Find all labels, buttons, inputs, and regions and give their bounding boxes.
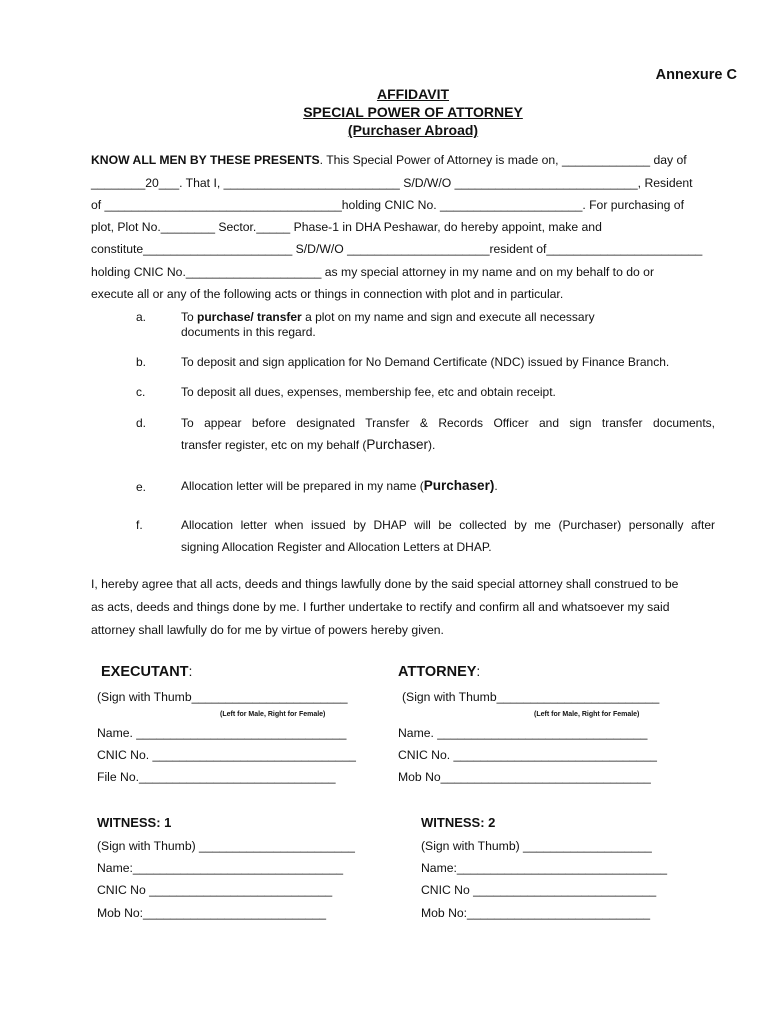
intro-lead: KNOW ALL MEN BY THESE PRESENTS <box>91 153 320 167</box>
executant-cnic-field: CNIC No. ______________________________ <box>97 748 356 762</box>
title-special-power-of-attorney: SPECIAL POWER OF ATTORNEY <box>303 104 523 120</box>
agreement-line-3: attorney shall lawfully do for me by virtue of powers hereby given. <box>91 623 444 637</box>
executant-sign-field: (Sign with Thumb_______________________ <box>97 690 348 704</box>
item-e-bold: Purchaser) <box>423 478 495 493</box>
intro-line-1-rest: . This Special Power of Attorney is made on, _____________ day of <box>319 153 687 167</box>
item-a-post: a plot on my name and sign and execute all necessary <box>301 310 595 324</box>
intro-line-7: execute all or any of the following acts or things in connection with plot and in particular. <box>91 287 564 301</box>
witness-1-heading: WITNESS: 1 <box>97 815 172 830</box>
attorney-cnic-field: CNIC No. ______________________________ <box>398 748 657 762</box>
item-b-text: To deposit and sign application for No Demand Certificate (NDC) issued by Finance Branch. <box>181 355 670 369</box>
intro-line-6: holding CNIC No.____________________ as my special attorney in my name and on my behalf to do or <box>91 265 655 279</box>
executant-file-field: File No._____________________________ <box>97 770 336 784</box>
executant-heading <box>101 663 192 681</box>
attorney-name-field: Name. _______________________________ <box>398 726 648 740</box>
executant-colon: : <box>188 663 193 679</box>
witness-2-sign-field: (Sign with Thumb) ___________________ <box>421 839 652 853</box>
agreement-line-1: I, hereby agree that all acts, deeds and things lawfully done by the said special attorney shall construed to be <box>91 577 679 591</box>
attorney-colon: : <box>476 663 481 679</box>
witness-2-cnic-field: CNIC No ___________________________ <box>421 883 657 897</box>
item-a-bold: purchase/ transfer <box>197 310 302 324</box>
executant-thumb-hint: (Left for Male, Right for Female) <box>220 711 326 718</box>
witness-2-mob-field: Mob No:___________________________ <box>421 906 651 920</box>
item-f-letter: f. <box>136 518 143 532</box>
title-affidavit: AFFIDAVIT <box>376 86 450 102</box>
item-b-letter: b. <box>136 355 147 369</box>
item-c-text: To deposit all dues, expenses, membership fee, etc and obtain receipt. <box>181 385 556 399</box>
witness-1-mob-field: Mob No:___________________________ <box>97 906 327 920</box>
item-d-pre: transfer register, etc on my behalf ( <box>181 438 367 452</box>
attorney-thumb-hint: (Left for Male, Right for Female) <box>534 711 640 718</box>
intro-line-4: plot, Plot No.________ Sector._____ Phase-1 in DHA Peshawar, do hereby appoint, make and <box>91 220 602 234</box>
executant-heading-text: EXECUTANT <box>101 664 189 680</box>
witness-1-name-field: Name:_______________________________ <box>97 861 344 875</box>
attorney-heading-text: ATTORNEY <box>398 664 477 680</box>
item-d-line-1: To appear before designated Transfer & Records Officer and sign transfer documents, <box>181 416 715 430</box>
item-c-letter: c. <box>136 385 146 399</box>
item-d-letter: d. <box>136 416 147 430</box>
item-e-post: . <box>494 479 498 493</box>
annexure-label: Annexure C <box>655 67 737 83</box>
executant-name-field: Name. _______________________________ <box>97 726 347 740</box>
item-f-line-1: Allocation letter when issued by DHAP will be collected by me (Purchaser) personally after <box>181 518 715 532</box>
intro-line-5: constitute______________________ S/D/W/O _____________________resident of_______________________ <box>91 242 703 256</box>
attorney-sign-field: (Sign with Thumb________________________ <box>402 690 660 704</box>
title-purchaser-abroad: (Purchaser Abroad) <box>347 122 479 138</box>
item-a-line-1 <box>181 310 595 324</box>
intro-line-1 <box>91 153 687 167</box>
item-d-bold: Purchaser <box>366 437 428 452</box>
item-d-line-2 <box>181 437 435 452</box>
item-f-line-2: signing Allocation Register and Allocation Letters at DHAP. <box>181 540 492 554</box>
item-a-letter: a. <box>136 310 147 324</box>
item-a-line-2: documents in this regard. <box>181 325 316 339</box>
attorney-heading <box>398 663 480 681</box>
witness-2-name-field: Name:_______________________________ <box>421 861 668 875</box>
agreement-line-2: as acts, deeds and things done by me. I further undertake to rectify and confirm all and whatsoever my said <box>91 600 670 614</box>
witness-1-sign-field: (Sign with Thumb) _______________________ <box>97 839 355 853</box>
item-e-pre: Allocation letter will be prepared in my name ( <box>181 479 424 493</box>
intro-line-3: of ___________________________________holding CNIC No. _____________________. For purchasing of <box>91 198 684 212</box>
witness-1-cnic-field: CNIC No ___________________________ <box>97 883 333 897</box>
item-a-pre: To <box>181 310 198 324</box>
item-e-letter: e. <box>136 480 147 494</box>
item-e-text <box>181 478 498 493</box>
item-d-post: ). <box>427 438 436 452</box>
attorney-mob-field: Mob No_______________________________ <box>398 770 651 784</box>
witness-2-heading: WITNESS: 2 <box>421 815 496 830</box>
intro-line-2: ________20___. That I, __________________________ S/D/W/O ___________________________, Resident <box>91 176 693 190</box>
